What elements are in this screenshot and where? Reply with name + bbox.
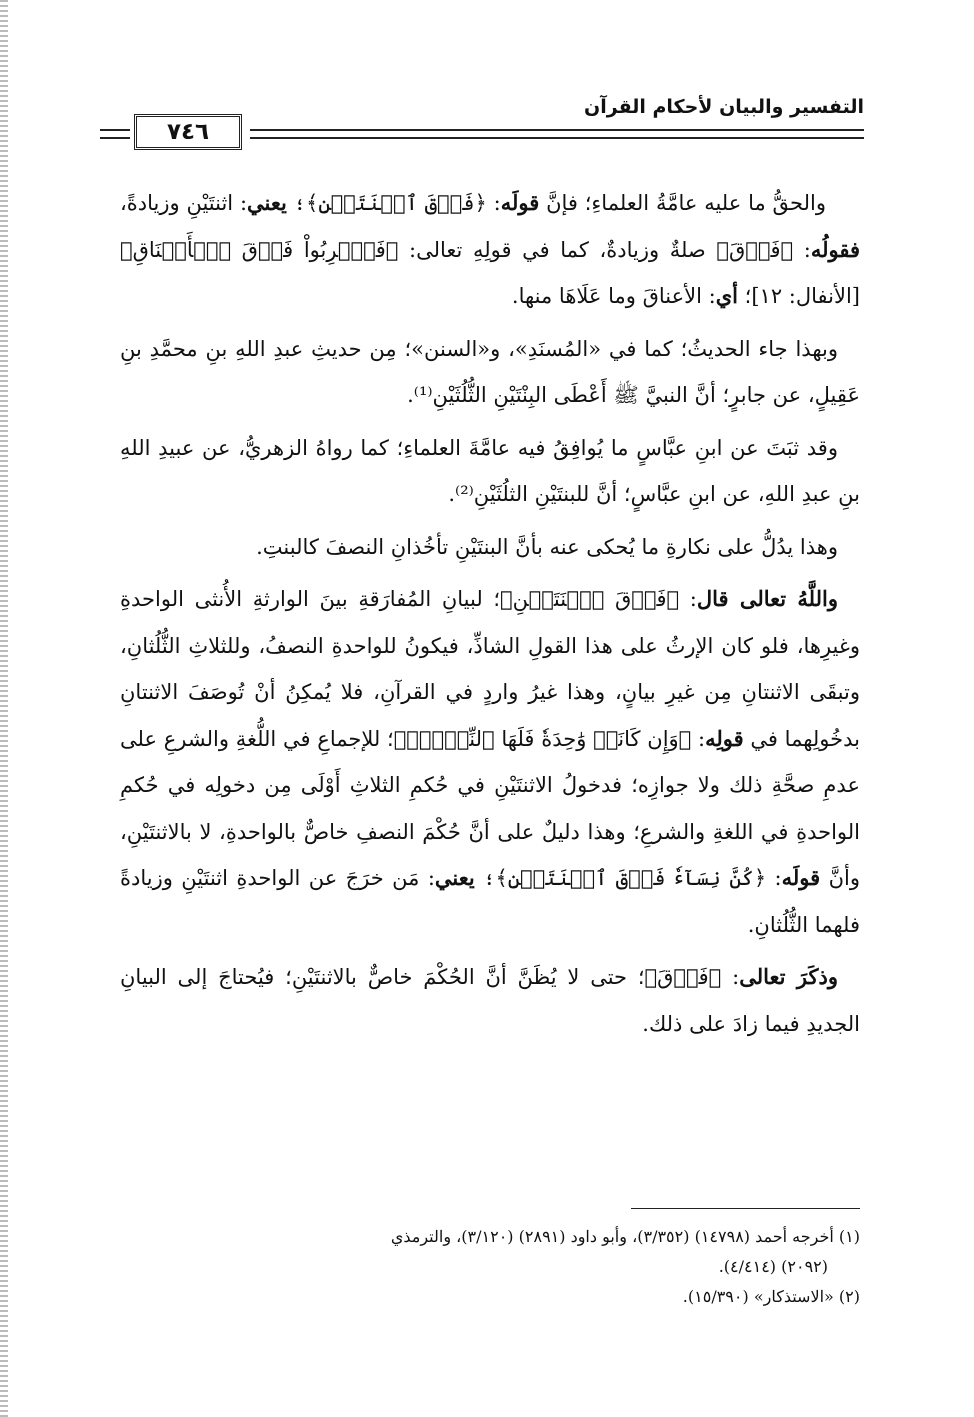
p5-text-c: : ﴿كُنَّ نِسَآءٗ فَوۡقَ ٱثۡنَتَيۡنِ﴾؛: [474, 866, 782, 890]
p1-text-c: : اثنتَيْنِ وزيادةً،: [120, 191, 248, 215]
main-text: [120, 180, 860, 1053]
p1-text-a: والحقُّ ما عليه عامَّةُ العلماءِ؛ فإنَّ: [539, 191, 826, 215]
footnote-2-number: (٢): [838, 1287, 860, 1306]
header-rule-right: [250, 129, 864, 139]
footnote-1-continuation: (٢٠٩٢) (٤/٤١٤).: [718, 1257, 828, 1276]
p1-keyword-4: أي: [715, 283, 738, 308]
footnote-1-number: (١): [838, 1227, 860, 1246]
paragraph-5: [120, 576, 860, 948]
p5-keyword-2: قولِه: [705, 725, 744, 751]
book-title: التفسير والبيان لأحكام القرآن: [584, 96, 864, 118]
footnote-1-text: أخرجه أحمد (١٤٧٩٨) (٣/٣٥٢)، وأبو داود (٢٨٩١) (٣/١٢٠)، والترمذي: [390, 1227, 834, 1246]
p5-keyword-1: واللَّهُ تعالى قال: [696, 586, 838, 611]
p6-text-a: : ﴿فَوۡقَ﴾؛ حتى لا يُظَنَّ أنَّ الحُكْمَ خاصٌّ بالاثنتَيْنِ؛ فيُحتاجَ إلى البيانِ الجديدِ فيما زادَ على ذلك.: [120, 965, 860, 1036]
footnote-2: [115, 1282, 860, 1312]
p5-keyword-3: قولَه: [781, 865, 821, 890]
p6-keyword-1: وذكَرَ تعالى: [739, 964, 838, 989]
p5-keyword-4: يعني: [434, 865, 475, 890]
paragraph-1: [120, 180, 860, 320]
footnote-separator: [631, 1208, 860, 1209]
paragraph-3: وقد ثبَتَ عن ابنِ عبَّاسٍ ما يُوافِقُ فيه عامَّةَ العلماءِ؛ كما رواهُ الزهريُّ، عن عبيدِ اللهِ بنِ عبدِ اللهِ، عن ابنِ عبَّاسٍ؛ أنَّ للبنتَيْنِ الثلُثَيْنِ⁽²⁾.: [120, 435, 860, 506]
paragraph-2: وبهذا جاء الحديثُ؛ كما في «المُسنَدِ»، و«السنن»؛ مِن حديثِ عبدِ اللهِ بنِ محمَّدِ بنِ عَقِيلٍ، عن جابرٍ؛ أنَّ النبيَّ ﷺ أَعْطَى البِنْتَيْنِ الثُّلُثَيْنِ⁽¹⁾.: [120, 336, 860, 407]
p1-text-d: : ﴿فَوۡقَ﴾ صلةٌ وزيادةٌ، كما في قولِهِ تعالى: ﴿فَٱضۡرِبُواْ فَوۡقَ ٱلۡأَعۡنَاقِ﴾ [الأنفال: ١٢]؛: [120, 237, 860, 308]
p1-text-b: : ﴿فَوۡقَ ٱثۡنَتَيۡنِ﴾؛: [286, 191, 501, 215]
page-number: ٧٤٦: [134, 114, 242, 150]
page-header: [96, 92, 864, 154]
footnote-2-text: «الاستذكار» (١٥/٣٩٠).: [682, 1287, 834, 1306]
header-rule-left: [100, 129, 130, 139]
paragraph-6: [120, 954, 860, 1047]
p1-text-e: : الأعناقَ وما عَلَاهَا منها.: [511, 284, 716, 308]
p5-text-b: : ﴿وَإِن كَانَتۡ وَٰحِدَةٗ فَلَهَا ٱلنِّصۡفُۚ﴾؛ للإجماعِ في اللُّغةِ والشرعِ على عدمِ صحَّةِ ذلك ولا جوازِه؛ فدخولُ الاثنتَيْنِ في حُكمِ الثلاثِ أَوْلَى مِن دخولِه في حُكمِ الواحدةِ في اللغةِ والشرعِ؛ وهذا دليلٌ على أنَّ حُكْمَ النصفِ خاصٌّ بالواحدةِ، لا بالاثنتَيْنِ، وأنَّ: [120, 726, 860, 890]
p5-text-d: : مَن خرَجَ عن الواحدةِ اثنتَيْنِ وزيادةً فلهما الثُّلُثانِ.: [120, 866, 860, 937]
p5-text-a: : ﴿فَوۡقَ ٱثۡنَتَيۡنِ﴾؛ لبيانِ المُفارَقةِ بينَ الوارثةِ الأُنثى الواحدةِ وغيرِها، فلو كان الإرثُ على هذا القولِ الشاذِّ، فيكونُ للواحدةِ النصفُ، وللثلاثِ الثُّلُثانِ، وتبقَى الاثنتانِ مِن غيرِ بيانٍ، وهذا غيرُ واردٍ في القرآنِ، فلا يُمكِنُ أنْ تُوصَفَ الاثنتانِ بدخُولِهما في: [120, 587, 860, 751]
p1-keyword-1: قولَه: [500, 190, 540, 215]
scan-edge: [0, 0, 8, 1417]
p1-keyword-3: فقولُه: [810, 236, 860, 262]
footnote-1: [115, 1222, 860, 1252]
footnotes: [115, 1222, 860, 1312]
p1-keyword-2: يعني: [247, 190, 287, 215]
paragraph-4: وهذا يدُلُّ على نكارةِ ما يُحكى عنه بأنَّ البنتَيْنِ تأخُذانِ النصفَ كالبنتِ.: [256, 534, 838, 559]
